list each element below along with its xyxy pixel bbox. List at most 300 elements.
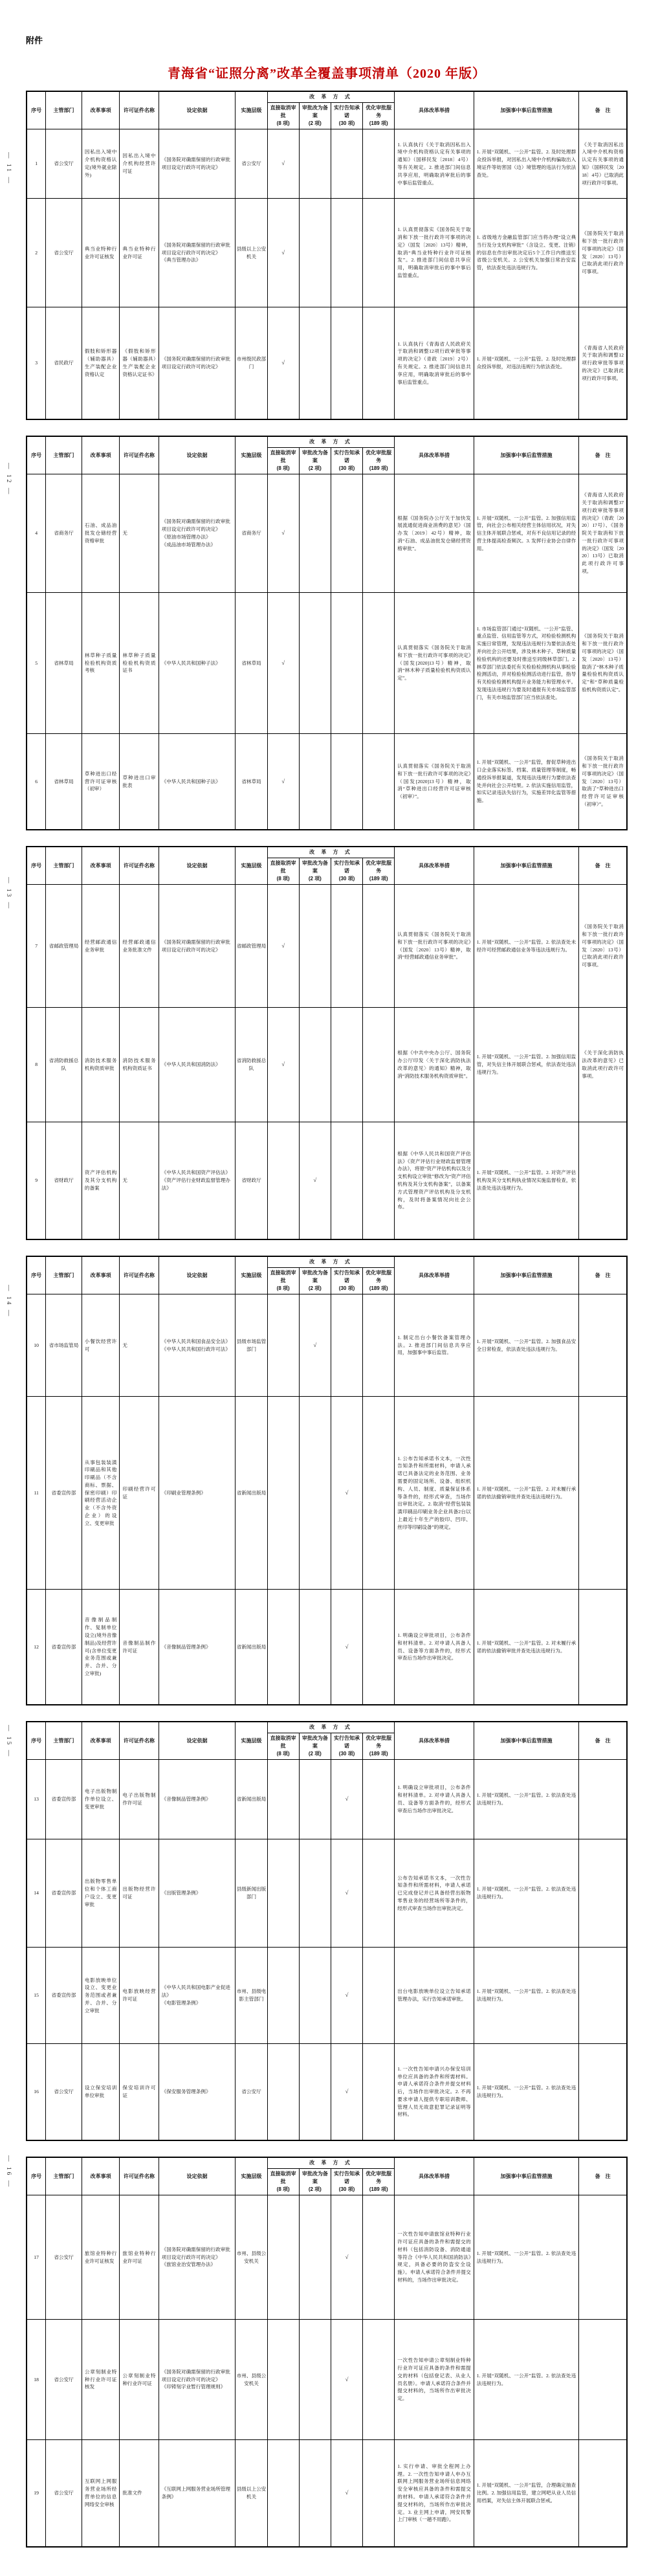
mode-count: (189 项) — [369, 876, 388, 882]
cell-department: 省市场监管局 — [46, 1294, 82, 1397]
cell-implementation-level: 省新闻出版局 — [236, 1590, 267, 1705]
cell-row-number: 6 — [27, 734, 46, 830]
cell-department: 省林草局 — [46, 734, 82, 830]
cell-reform-measures: 1. 明确设立审批项目，公布条件和材料清单。2. 对申请人具备人员、设备等方面条件的，经形式审查后当场作出审批决定。 — [395, 1760, 474, 1839]
column-header-mode-1 — [267, 103, 299, 129]
checkmark: √ — [345, 1889, 349, 1896]
cell-mode-2 — [299, 1397, 331, 1590]
cell-department: 省邮政管理局 — [46, 885, 82, 1008]
cell-implementation-level: 省消防救援总队 — [236, 1008, 267, 1122]
cell-mode-1 — [267, 1008, 299, 1122]
cell-mode-2 — [299, 1122, 331, 1240]
table-row — [27, 1008, 627, 1122]
column-header-mode-1 — [267, 448, 299, 474]
mode-label: 审批改为备案 — [302, 1735, 328, 1749]
cell-department: 省委宣传部 — [46, 1839, 82, 1948]
cell-reform-measures: 出台电影放映单位设立告知承诺管理办法，实行告知承诺审批。 — [395, 1948, 474, 2044]
cell-mode-4 — [363, 1839, 395, 1948]
cell-department: 省公安厅 — [46, 2320, 82, 2440]
column-header-mode-group: 改 革 方 式 — [267, 847, 395, 858]
cell-row-number: 15 — [27, 1948, 46, 2044]
column-header-basis: 设定依据 — [159, 1256, 236, 1294]
cell-reform-item: 石油、成品油批发仓储经营资格审批 — [82, 474, 119, 593]
legal-basis-entry: 《资产评估行业财政监督管理办法》 — [161, 1177, 230, 1191]
cell-department: 省财政厅 — [46, 1122, 82, 1240]
table-row — [27, 2044, 627, 2141]
cell-department: 省林草局 — [46, 593, 82, 734]
legal-basis-entry: 《国务院对确需保留的行政审批项目设定行政许可的决定》 — [161, 518, 230, 533]
checkmark: √ — [281, 659, 285, 666]
cell-license-name: 公章刻制业特种行业许可证 — [120, 2320, 159, 2440]
cell-department: 省消防救援总队 — [46, 1008, 82, 1122]
legal-basis-entry: 《出版管理条例》 — [161, 1890, 201, 1896]
cell-mode-2 — [299, 2195, 331, 2320]
cell-legal-basis — [159, 2044, 236, 2141]
mode-count: (30 项) — [338, 1285, 355, 1291]
column-header-supervision: 加强事中事后监管措施 — [474, 91, 578, 129]
mode-count: (2 项) — [308, 2186, 322, 2192]
table-row — [27, 593, 627, 734]
cell-mode-3 — [331, 1294, 362, 1397]
page-number: — 13 — — [5, 877, 12, 911]
cell-mode-1 — [267, 199, 299, 307]
cell-remark — [579, 1590, 627, 1705]
cell-supervision-measures: 1. 开展“双随机、一公开”监管。2. 加强信用监管，向社会公布相关经营主体信用状况，对失信主体开展联合惩戒，对有不良信用记录的经营主体提高检查频次。3. 发挥行业协会自律作用。 — [474, 474, 578, 593]
cell-remark — [579, 1948, 627, 2044]
checkmark: √ — [345, 1795, 349, 1803]
checkmark: √ — [281, 942, 285, 949]
cell-implementation-level: 省林草局 — [236, 593, 267, 734]
mode-label: 优化审批服务 — [366, 860, 392, 874]
mode-label: 审批改为备案 — [302, 860, 328, 874]
checkmark: √ — [345, 1992, 349, 1999]
cell-implementation-level: 省新闻出版局 — [236, 1397, 267, 1590]
cell-mode-3 — [331, 593, 362, 734]
mode-count: (2 项) — [308, 1751, 322, 1757]
cell-license-name: 出版物经营许可证 — [120, 1839, 159, 1948]
legal-basis-entry: 《音像制品管理条例》 — [161, 1796, 211, 1803]
cell-license-name: 草种进出口审批表 — [120, 734, 159, 830]
cell-row-number: 3 — [27, 307, 46, 420]
legal-basis-entry: 《印铸刻字业暂行管理规则》 — [161, 2384, 226, 2390]
checkmark: √ — [313, 1341, 317, 1348]
cell-reform-measures: 根据《国务院办公厅关于加快发展流通促进商业消费的意见》（国办发〔2019〕42号）精神，取消“石油、成品油批发仓储经营资格审批”。 — [395, 474, 474, 593]
cell-reform-item: 电影放映单位设立、变更业务范围或者兼并、合并、分立审批 — [82, 1948, 119, 2044]
cell-mode-3 — [331, 1948, 362, 2044]
cell-supervision-measures: 1. 开展“双随机、一公开”监管。2. 加强信用监管，对失信主体开展联合惩戒，依法查处违法违规行为。 — [474, 1008, 578, 1122]
mode-count: (8 项) — [276, 1285, 290, 1291]
cell-implementation-level: 市州、县级电影主管部门 — [236, 1948, 267, 2044]
cell-mode-3 — [331, 1590, 362, 1705]
cell-mode-4 — [363, 307, 395, 420]
mode-count: (30 项) — [338, 1751, 355, 1757]
mode-label: 审批改为备案 — [302, 105, 328, 118]
cell-remark: 《青海省人民政府关于取消和调整37项行政审批等事项的决定》（青政〔2020〕17号）、《国务院关于取消和下放一批行政许可事项的决定》（国发〔2020〕13号）已取消此项行政许可事项。 — [579, 474, 627, 593]
column-header-supervision: 加强事中事后监管措施 — [474, 847, 578, 885]
cell-mode-3 — [331, 474, 362, 593]
mode-label: 实行告知承诺 — [334, 105, 360, 118]
cell-implementation-level: 县级新闻出版部门 — [236, 1839, 267, 1948]
cell-remark — [579, 1294, 627, 1397]
column-header-mode-4 — [363, 448, 395, 474]
legal-basis-entry: 《成品油市场管理办法》 — [161, 541, 216, 548]
cell-department: 省委宣传部 — [46, 1397, 82, 1590]
table-row — [27, 2440, 627, 2548]
cell-mode-4 — [363, 2195, 395, 2320]
cell-mode-2 — [299, 1839, 331, 1948]
mode-label: 实行告知承诺 — [334, 2171, 360, 2184]
cell-mode-4 — [363, 2320, 395, 2440]
cell-mode-4 — [363, 593, 395, 734]
table-header-row — [27, 1722, 627, 1733]
mode-label: 优化审批服务 — [366, 105, 392, 118]
cell-implementation-level: 县级市场监管部门 — [236, 1294, 267, 1397]
column-header-no: 序号 — [27, 847, 46, 885]
cell-implementation-level: 省财政厅 — [236, 1122, 267, 1240]
cell-reform-measures: 根据《中共中央办公厅、国务院办公厅印发〈关于深化消防执法改革的意见〉的通知》精神，取消“消防技术服务机构资质审批”。 — [395, 1008, 474, 1122]
cell-reform-item: 从事包装装潢印刷品和其他印刷品（不含商标、票据、保密印刷）印刷经营活动企业（不含外资企业）的设立、变更审批 — [82, 1397, 119, 1590]
legal-basis-entry: 《国务院对确需保留的行政审批项目设定行政许可的决定》 — [161, 938, 230, 953]
cell-mode-1 — [267, 1397, 299, 1590]
column-header-supervision: 加强事中事后监管措施 — [474, 1722, 578, 1760]
column-header-measures: 具体改革举措 — [395, 91, 474, 129]
cell-row-number: 2 — [27, 199, 46, 307]
cell-mode-1 — [267, 2320, 299, 2440]
cell-supervision-measures: 1. 开展“双随机、一公开”监管，督促草种进出口企业落实标签、档案、质量管理等制度，畅通投诉举报渠道，发现违法违规行为要依法查处并向社会公开结果。2. 依法实施信用监管，如实记录违法失信行为，实施差异化监管等措施。 — [474, 734, 578, 830]
table-row — [27, 129, 627, 199]
cell-reform-measures: 一次性告知申请旅馆业特种行业许可证应具备的条件和需提交的材料（包括消防设备、消防通道等符合《中华人民共和国消防法》规定，具备必要的防盗安全设施）。申请人承诺符合条件并提交材料的，当场作出审批决定。 — [395, 2195, 474, 2320]
cell-reform-measures: 认真贯彻落实《国务院关于取消和下放一批行政许可事项的决定》（国发[2020]13号）精神，取消“草种进出口经营许可证审核（初审）”。 — [395, 734, 474, 830]
column-header-measures: 具体改革举措 — [395, 847, 474, 885]
mode-label: 审批改为备案 — [302, 1270, 328, 1283]
column-header-license: 许可证件名称 — [120, 1256, 159, 1294]
cell-remark: 《国务院关于取消和下放一批行政许可事项的决定》（国发〔2020〕13号）已取消此项行政许可事项。 — [579, 885, 627, 1008]
page-number: — 16 — — [5, 2155, 12, 2189]
legal-basis-entry: 《中华人民共和国电影产业促进法》 — [161, 1984, 230, 1999]
table-row — [27, 1760, 627, 1839]
cell-remark: 《青海省人民政府关于取消和调整12项行政审批等事项的决定》已取消此项行政许可事项。 — [579, 307, 627, 420]
column-header-item: 改革事项 — [82, 1722, 119, 1760]
cell-implementation-level: 市州、县级公安机关 — [236, 2195, 267, 2320]
cell-license-name: 消防技术服务机构资质证书 — [120, 1008, 159, 1122]
cell-reform-measures: 1. 明确设立审批项目，公布条件和材料清单。2. 对申请人具备人员、设备等方面条件的，经形式审查后当场作出审批决定。 — [395, 1590, 474, 1705]
legal-basis-entry: 《音像制品管理条例》 — [161, 1643, 211, 1650]
legal-basis-entry: 《中华人民共和国种子法》 — [161, 778, 221, 784]
column-header-remark: 备 注 — [579, 436, 627, 474]
page-number: — 14 — — [5, 1285, 12, 1318]
cell-supervision-measures: 1. 开展“双随机、一公开”监管。2. 依法查处违法违规行为。 — [474, 2195, 578, 2320]
cell-legal-basis — [159, 474, 236, 593]
column-header-mode-3 — [331, 448, 362, 474]
column-header-supervision: 加强事中事后监管措施 — [474, 1256, 578, 1294]
column-header-license: 许可证件名称 — [120, 847, 159, 885]
cell-mode-1 — [267, 885, 299, 1008]
cell-reform-item: 草种进出口经营许可证审核（初审） — [82, 734, 119, 830]
cell-implementation-level: 省公安厅 — [236, 129, 267, 199]
mode-count: (189 项) — [369, 120, 388, 126]
cell-reform-measures: 1. 认真执行《关于取消因私出入境中介机构资格认定有关事项的通知》（国移民发〔2018〕4号）等有关规定。2. 推进部门间信息共享应用，明确取消审批后的事中事后监管重点。 — [395, 129, 474, 199]
cell-row-number: 13 — [27, 1760, 46, 1839]
column-header-no: 序号 — [27, 436, 46, 474]
column-header-item: 改革事项 — [82, 847, 119, 885]
cell-row-number: 19 — [27, 2440, 46, 2548]
mode-count: (30 项) — [338, 2186, 355, 2192]
cell-mode-3 — [331, 1397, 362, 1590]
checkmark: √ — [281, 249, 285, 256]
cell-remark: 《关于深化消防执法改革的意见》已取消此项行政许可事项。 — [579, 1008, 627, 1122]
column-header-mode-2 — [299, 1268, 331, 1294]
cell-legal-basis — [159, 1008, 236, 1122]
mode-count: (2 项) — [308, 876, 322, 882]
column-header-mode-2 — [299, 448, 331, 474]
column-header-remark: 备 注 — [579, 2157, 627, 2195]
mode-count: (2 项) — [308, 465, 322, 471]
column-header-mode-4 — [363, 2169, 395, 2195]
column-header-level: 实施层级 — [236, 436, 267, 474]
cell-legal-basis — [159, 1590, 236, 1705]
cell-remark — [579, 1397, 627, 1590]
cell-remark — [579, 2320, 627, 2440]
cell-mode-2 — [299, 1760, 331, 1839]
cell-mode-4 — [363, 1294, 395, 1397]
checkmark: √ — [281, 359, 285, 366]
legal-basis-entry: 《国务院对确需保留的行政审批项目设定行政许可的决定》 — [161, 2246, 230, 2260]
reform-items-table — [26, 846, 628, 1240]
column-header-measures: 具体改革举措 — [395, 1256, 474, 1294]
table-row — [27, 2320, 627, 2440]
mode-count: (189 项) — [369, 465, 388, 471]
cell-implementation-level: 省商务厅 — [236, 474, 267, 593]
cell-remark — [579, 2195, 627, 2320]
table-row — [27, 1122, 627, 1240]
cell-legal-basis — [159, 1839, 236, 1948]
mode-count: (8 项) — [276, 2186, 290, 2192]
cell-mode-1 — [267, 1948, 299, 2044]
cell-implementation-level: 县级以上公安机关 — [236, 199, 267, 307]
cell-reform-item: 出版物零售单位和个体工商户设立、变更审批 — [82, 1839, 119, 1948]
column-header-remark: 备 注 — [579, 847, 627, 885]
cell-mode-4 — [363, 2044, 395, 2141]
mode-count: (8 项) — [276, 1751, 290, 1757]
cell-mode-3 — [331, 1008, 362, 1122]
cell-mode-2 — [299, 734, 331, 830]
cell-mode-4 — [363, 1760, 395, 1839]
page-number: — 11 — — [5, 152, 12, 185]
cell-mode-4 — [363, 734, 395, 830]
cell-mode-4 — [363, 1122, 395, 1240]
cell-row-number: 9 — [27, 1122, 46, 1240]
cell-remark: 《国务院关于取消和下放一批行政许可事项的决定》（国发〔2020〕13号）取消了“草种进出口经营许可证审核（初审）”。 — [579, 734, 627, 830]
checkmark: √ — [345, 2375, 349, 2382]
cell-legal-basis — [159, 2195, 236, 2320]
cell-row-number: 10 — [27, 1294, 46, 1397]
cell-mode-1 — [267, 734, 299, 830]
column-header-basis: 设定依据 — [159, 847, 236, 885]
column-header-dept: 主管部门 — [46, 847, 82, 885]
cell-row-number: 18 — [27, 2320, 46, 2440]
cell-reform-item: 小餐饮经营许可 — [82, 1294, 119, 1397]
column-header-measures: 具体改革举措 — [395, 1722, 474, 1760]
column-header-remark: 备 注 — [579, 1722, 627, 1760]
mode-count: (30 项) — [338, 465, 355, 471]
table-row — [27, 885, 627, 1008]
cell-reform-item: 因私出入境中介机构资格认定(境外就业除外) — [82, 129, 119, 199]
column-header-no: 序号 — [27, 91, 46, 129]
cell-remark: 《国务院关于取消和下放一批行政许可事项的决定》（国发〔2020〕13号）已取消此项行政许可事项。 — [579, 199, 627, 307]
checkmark: √ — [345, 2088, 349, 2095]
cell-license-name: 林草种子质量检验机构资质证书 — [120, 593, 159, 734]
cell-mode-4 — [363, 2440, 395, 2548]
cell-reform-measures: 1. 认真执行《青海省人民政府关于取消和调整12项行政审批等事项的决定》（青政〔2019〕2号）有关规定。2. 推进部门间信息共享应用，明确取消审批后的事中事后监管重点。 — [395, 307, 474, 420]
mode-label: 实行告知承诺 — [334, 1735, 360, 1749]
cell-department: 省公安厅 — [46, 2195, 82, 2320]
cell-remark — [579, 1839, 627, 1948]
cell-mode-1 — [267, 307, 299, 420]
cell-mode-3 — [331, 1122, 362, 1240]
cell-mode-3 — [331, 2044, 362, 2141]
cell-mode-4 — [363, 129, 395, 199]
cell-implementation-level: 省邮政管理局 — [236, 885, 267, 1008]
table-row — [27, 474, 627, 593]
cell-mode-3 — [331, 129, 362, 199]
cell-supervision-measures: 1. 开展“双随机、一公开”监管。2. 依法查处违法违规行为。 — [474, 2044, 578, 2141]
reform-items-table — [26, 91, 628, 420]
cell-supervision-measures: 1. 开展“双随机、一公开”监管。2. 依法查处违法违规行为。 — [474, 2320, 578, 2440]
cell-license-name: 经营邮政通信业务批准文件 — [120, 885, 159, 1008]
column-header-mode-2 — [299, 2169, 331, 2195]
page-title: 青海省“证照分离”改革全覆盖事项清单（2020 年版） — [168, 67, 486, 81]
cell-mode-3 — [331, 1760, 362, 1839]
checkmark: √ — [345, 2489, 349, 2496]
column-header-level: 实施层级 — [236, 1722, 267, 1760]
mode-label: 优化审批服务 — [366, 450, 392, 463]
cell-license-name: 《假肢和矫形器（辅助器具）生产装配企业资格认定证书》 — [120, 307, 159, 420]
mode-label: 审批改为备案 — [302, 450, 328, 463]
checkmark: √ — [345, 2253, 349, 2260]
cell-remark: 《国务院关于取消和下放一批行政许可事项的决定》（国发〔2020〕13号）取消了“林木种子质量检验机构资质认定”和“草种质量检验机构资质认定”。 — [579, 593, 627, 734]
cell-row-number: 4 — [27, 474, 46, 593]
cell-legal-basis — [159, 199, 236, 307]
column-header-basis: 设定依据 — [159, 91, 236, 129]
table-row — [27, 1590, 627, 1705]
cell-legal-basis — [159, 1948, 236, 2044]
cell-mode-1 — [267, 1294, 299, 1397]
cell-mode-2 — [299, 1008, 331, 1122]
column-header-basis: 设定依据 — [159, 1722, 236, 1760]
reform-items-table — [26, 436, 628, 830]
legal-basis-entry: 《国务院对确需保留的行政审批项目设定行政许可的决定》 — [161, 241, 230, 256]
legal-basis-entry: 《电影管理条例》 — [161, 1999, 201, 2006]
cell-supervision-measures: 1. 开展“双随机、一公开”监管。2. 对资产评估机构及其分支机构执业情况实施监督检查，依法查处违法违规行为。 — [474, 1122, 578, 1240]
cell-reform-measures: 一次性告知申请公章刻制业特种行业许可证应具备的条件和需提交的材料（包括登记表、从业人员名册）。申请人承诺符合条件并提交材料的，当场所作出审批决定。 — [395, 2320, 474, 2440]
cell-department: 省民政厅 — [46, 307, 82, 420]
cell-license-name: 典当业特种行业许可证 — [120, 199, 159, 307]
legal-basis-entry: 《国务院对确需保留的行政审批项目设定行政许可的决定》 — [161, 2368, 230, 2382]
cell-reform-item: 经营邮政通信业务审批 — [82, 885, 119, 1008]
cell-mode-3 — [331, 2195, 362, 2320]
column-header-item: 改革事项 — [82, 91, 119, 129]
cell-mode-4 — [363, 474, 395, 593]
cell-row-number: 5 — [27, 593, 46, 734]
cell-department: 省委宣传部 — [46, 1948, 82, 2044]
mode-label: 实行告知承诺 — [334, 1270, 360, 1283]
cell-remark — [579, 2440, 627, 2548]
cell-license-name: 无 — [120, 1294, 159, 1397]
cell-legal-basis — [159, 1397, 236, 1590]
column-header-dept: 主管部门 — [46, 91, 82, 129]
column-header-basis: 设定依据 — [159, 2157, 236, 2195]
cell-mode-2 — [299, 2440, 331, 2548]
cell-mode-1 — [267, 2195, 299, 2320]
column-header-mode-2 — [299, 858, 331, 885]
cell-supervision-measures: 1. 开展“双随机、一公开”监管。2. 依法查处违法违规行为。 — [474, 1948, 578, 2044]
cell-mode-1 — [267, 2044, 299, 2141]
cell-mode-4 — [363, 885, 395, 1008]
table-row — [27, 734, 627, 830]
cell-supervision-measures: 1. 开展“双随机、一公开”监管，合理确定抽查比例。2. 加强信用监管，建立网吧从业人员信用档案，对失信主体开展联合惩戒。 — [474, 2440, 578, 2548]
page-number: — 15 — — [5, 1725, 12, 1759]
column-header-mode-group: 改 革 方 式 — [267, 2157, 395, 2169]
cell-mode-2 — [299, 2320, 331, 2440]
cell-mode-4 — [363, 199, 395, 307]
cell-reform-item: 消防技术服务机构资质审批 — [82, 1008, 119, 1122]
column-header-level: 实施层级 — [236, 91, 267, 129]
cell-mode-4 — [363, 1590, 395, 1705]
column-header-basis: 设定依据 — [159, 436, 236, 474]
column-header-dept: 主管部门 — [46, 1256, 82, 1294]
cell-mode-3 — [331, 307, 362, 420]
table-row — [27, 199, 627, 307]
cell-row-number: 16 — [27, 2044, 46, 2141]
legal-basis-entry: 《中华人民共和国资产评估法》 — [161, 1170, 230, 1176]
column-header-license: 许可证件名称 — [120, 2157, 159, 2195]
cell-supervision-measures: 1. 开展“双随机、一公开”监管。2. 加强食品安全日常检查，依法查处违法违规行为。 — [474, 1294, 578, 1397]
cell-reform-measures: 1. 实行申请、审批全程网上办理。2. 一次性告知申请人申办互联网上网服务营业场所信息网络安全审核应具备的条件和需提交的材料。申请人承诺符合条件并提交材料的，当场所作出审批决定。3. 业主网上申请，网安民警上门审核（一趟不用跑）。 — [395, 2440, 474, 2548]
cell-supervision-measures: 1. 市场监管部门通过“双随机、一公开”监管、重点监管、信用监管等方式，对检验检测机构实施日常管理，发现违法违规行为要依法查处并向社会公开结果，涉及林木种子、草种质量检验机构的还要及时推送至同级林草部门。2. 林草部门依法委托有关检验检测机构从事检验检测活动，并对检验检测活动进行监管，指导有关检验检测机构提升业务能力和管理水平。发现违法违规行为要及时通报有关市场监管部门，有关市场监管部门应当依法查处。 — [474, 593, 578, 734]
mode-count: (189 项) — [369, 2186, 388, 2192]
cell-remark — [579, 1760, 627, 1839]
cell-reform-item: 典当业特种行业许可证核发 — [82, 199, 119, 307]
cell-department: 省公安厅 — [46, 2440, 82, 2548]
legal-basis-entry: 《中华人民共和国食品安全法》 — [161, 1338, 230, 1344]
column-header-dept: 主管部门 — [46, 2157, 82, 2195]
reform-items-table — [26, 1721, 628, 2141]
column-header-mode-3 — [331, 1268, 362, 1294]
cell-remark: 《关于取消因私出入境中介机构资格认定有关事项的通知》（国移民发〔2018〕4号）已取消此项行政许可事项。 — [579, 129, 627, 199]
mode-count: (30 项) — [338, 120, 355, 126]
legal-basis-entry: 《典当管理办法》 — [161, 257, 201, 263]
mode-count: (2 项) — [308, 1285, 322, 1291]
column-header-mode-4 — [363, 1733, 395, 1760]
cell-legal-basis — [159, 593, 236, 734]
checkmark: √ — [281, 160, 285, 167]
column-header-mode-1 — [267, 858, 299, 885]
column-header-remark: 备 注 — [579, 1256, 627, 1294]
mode-label: 优化审批服务 — [366, 1735, 392, 1749]
cell-supervision-measures: 1. 省级地方金融监管部门应当将办理“设立典当行及分支机构审批”（含设立、变更、注销）的信息在作出审批决定后5个工作日内推送至省级公安机关。2. 公安机关加强日常治安监管，依法查处违法违规行为。 — [474, 199, 578, 307]
table-row — [27, 2195, 627, 2320]
legal-basis-entry: 《中华人民共和国消防法》 — [161, 1061, 221, 1068]
cell-mode-2 — [299, 307, 331, 420]
column-header-mode-4 — [363, 1268, 395, 1294]
cell-license-name: 旅馆业特种行业许可证 — [120, 2195, 159, 2320]
column-header-level: 实施层级 — [236, 847, 267, 885]
column-header-mode-2 — [299, 103, 331, 129]
cell-reform-item: 设立保安培训单位审批 — [82, 2044, 119, 2141]
cell-license-name: 印刷经营许可证 — [120, 1397, 159, 1590]
cell-department: 省委宣传部 — [46, 1760, 82, 1839]
column-header-mode-1 — [267, 2169, 299, 2195]
